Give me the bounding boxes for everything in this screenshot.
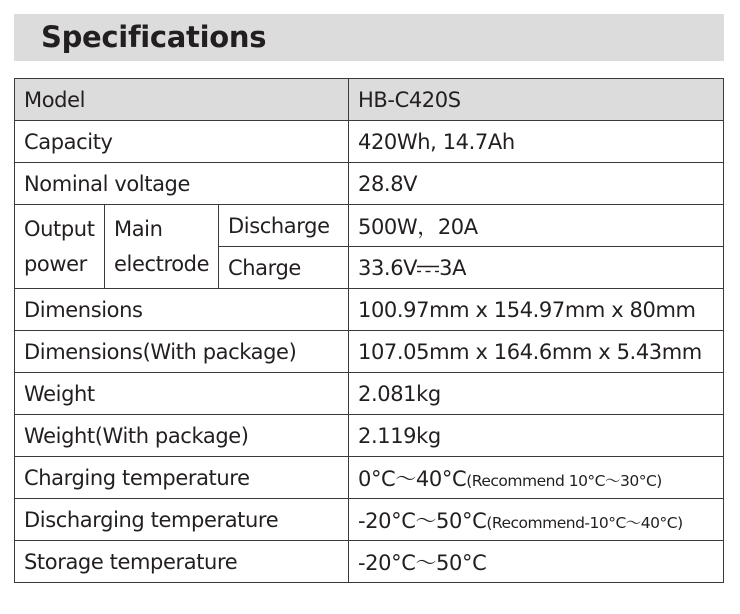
charging-temperature-label: Charging temperature	[15, 457, 349, 499]
dimensions-label: Dimensions	[15, 289, 349, 331]
capacity-value: 420Wh, 14.7Ah	[349, 121, 724, 163]
main-electrode-label-line1: Main	[114, 216, 163, 241]
table-row-charging-temperature	[15, 457, 724, 499]
dimensions-value: 100.97mm x 154.97mm x 80mm	[349, 289, 724, 331]
output-power-label-line2: power	[24, 251, 87, 276]
weight-value: 2.081kg	[349, 373, 724, 415]
table-row-dimensions	[15, 289, 724, 331]
page-title: Specifications	[41, 20, 267, 54]
charging-temperature-value	[349, 457, 724, 499]
table-row-dimensions-package	[15, 331, 724, 373]
table-row-discharging-temperature	[15, 499, 724, 541]
model-label: Model	[15, 79, 349, 121]
storage-temperature-value: -20°C～50°C	[349, 541, 724, 583]
table-row-nominal-voltage	[15, 163, 724, 205]
charging-temperature-note: (Recommend 10°C～30°C)	[466, 471, 662, 490]
charge-value	[349, 247, 724, 289]
charge-voltage: 33.6V	[358, 255, 418, 280]
storage-temperature-label: Storage temperature	[15, 541, 349, 583]
table-row-weight-package	[15, 415, 724, 457]
table-row-storage-temperature	[15, 541, 724, 583]
dimensions-package-value: 107.05mm x 164.6mm x 5.43mm	[349, 331, 724, 373]
model-value: HB-C420S	[349, 79, 724, 121]
weight-package-value: 2.119kg	[349, 415, 724, 457]
table-row-weight	[15, 373, 724, 415]
discharge-value: 500W，20A	[349, 205, 724, 247]
charge-label: Charge	[219, 247, 349, 289]
dimensions-package-label: Dimensions(With package)	[15, 331, 349, 373]
specifications-table	[14, 78, 724, 583]
discharging-temperature-range: -20°C～50°C	[358, 508, 487, 533]
discharging-temperature-note: (Recommend-10°C～40°C)	[486, 513, 683, 532]
nominal-voltage-label: Nominal voltage	[15, 163, 349, 205]
capacity-label: Capacity	[15, 121, 349, 163]
table-row-capacity	[15, 121, 724, 163]
charging-temperature-range: 0°C～40°C	[358, 466, 467, 491]
table-row-discharge	[15, 205, 724, 247]
main-electrode-label-line2: electrode	[114, 251, 210, 276]
weight-package-label: Weight(With package)	[15, 415, 349, 457]
discharging-temperature-label: Discharging temperature	[15, 499, 349, 541]
output-power-label	[15, 205, 105, 289]
table-row-model	[15, 79, 724, 121]
discharging-temperature-value	[349, 499, 724, 541]
nominal-voltage-value: 28.8V	[349, 163, 724, 205]
main-electrode-label	[105, 205, 219, 289]
dc-current-symbol-icon	[416, 264, 440, 274]
specifications-header-bar	[14, 14, 724, 61]
charge-current: 3A	[439, 255, 467, 280]
output-power-label-line1: Output	[24, 216, 95, 241]
weight-label: Weight	[15, 373, 349, 415]
discharge-label: Discharge	[219, 205, 349, 247]
